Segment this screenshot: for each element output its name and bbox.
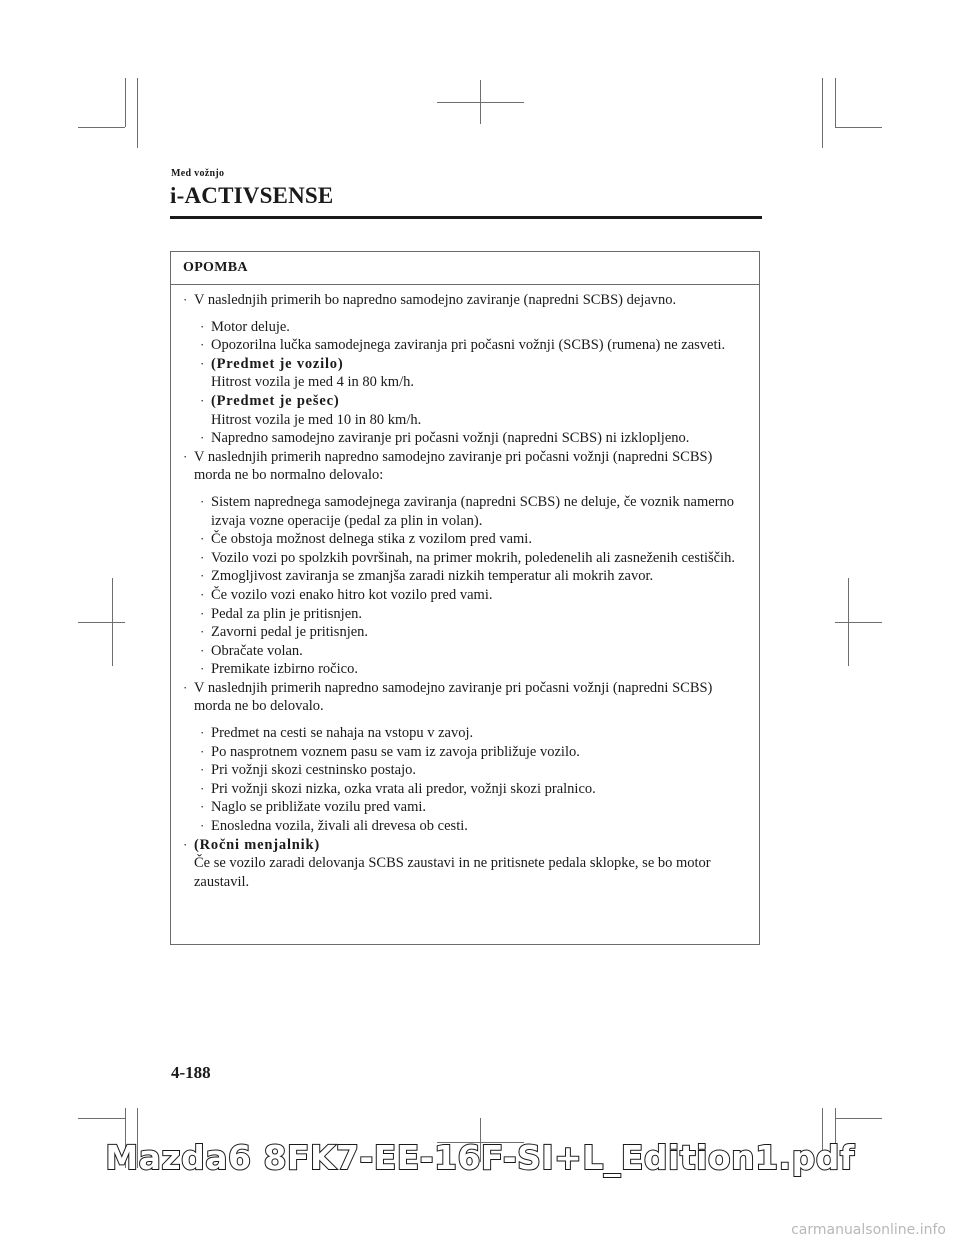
bullet-icon: · [200, 743, 205, 759]
item-subheading: (Predmet je vozilo) [211, 355, 344, 372]
crop-mark [835, 127, 882, 128]
crop-mark [822, 78, 823, 148]
list-item [183, 817, 749, 836]
item-text: Motor deluje. [211, 318, 290, 335]
item-text: Vozilo vozi po spolzkih površinah, na primer mokrih, poledenelih ali zasneženih cestiščih. [211, 549, 736, 566]
title-divider [170, 216, 762, 219]
crop-mark [835, 78, 836, 127]
bullet-icon: · [200, 661, 205, 677]
note-box [170, 251, 760, 945]
item-text: Napredno samodejno zaviranje pri počasni vožnji (napredni SCBS) ni izklopljeno. [211, 430, 690, 447]
list-item [183, 761, 749, 780]
item-text: Enosledna vozila, živali ali drevesa ob cesti. [211, 818, 468, 835]
item-text: Opozorilna lučka samodejnega zaviranja pri počasni vožnji (SCBS) (rumena) ne zasveti. [211, 337, 726, 354]
item-text: V naslednjih primerih napredno samodejno zaviranje pri počasni vožnji (napredni SCBS) morda ne bo delovalo. [194, 679, 713, 715]
list-item [183, 448, 749, 485]
bullet-icon: · [183, 679, 188, 695]
note-heading: OPOMBA [171, 252, 759, 285]
crop-mark [78, 1118, 125, 1119]
bullet-icon: · [200, 531, 205, 547]
list-item [183, 642, 749, 661]
list-item [183, 549, 749, 568]
list-item [183, 724, 749, 743]
page-title: i-ACTIVSENSE [170, 183, 334, 208]
list-item [183, 429, 749, 448]
item-text: Če vozilo vozi enako hitro kot vozilo pred vami. [211, 586, 493, 603]
item-text: Naglo se približate vozilu pred vami. [211, 799, 427, 816]
section-label: Med vožnjo [171, 168, 225, 179]
item-text: Če se vozilo zaradi delovanja SCBS zaustavi in ne pritisnete pedala sklopke, se bo motor zaustavil. [194, 855, 711, 890]
bullet-icon: · [200, 818, 205, 834]
document-filename-watermark: Mazda6 8FK7-EE-16F-SI+L_Edition1.pdf [105, 1138, 855, 1177]
list-item [183, 605, 749, 624]
page-number: 4-188 [171, 1063, 211, 1082]
list-item [183, 392, 749, 429]
list-item [183, 336, 749, 355]
bullet-icon: · [200, 586, 205, 602]
crop-mark [480, 80, 481, 124]
bullet-icon: · [183, 448, 188, 464]
list-item [183, 780, 749, 799]
list-item [183, 623, 749, 642]
item-text: Obračate volan. [211, 642, 303, 659]
list-item [183, 493, 749, 530]
bullet-icon: · [200, 624, 205, 640]
bullet-icon: · [200, 430, 205, 446]
crop-mark [848, 578, 849, 666]
item-text: Zavorni pedal je pritisnjen. [211, 624, 369, 641]
item-text: Pri vožnji skozi cestninsko postajo. [211, 762, 416, 779]
bullet-icon: · [200, 642, 205, 658]
item-text: V naslednjih primerih napredno samodejno zaviranje pri počasni vožnji (napredni SCBS) morda ne bo normalno delovalo: [194, 448, 713, 484]
list-item [183, 660, 749, 679]
bullet-icon: · [200, 392, 205, 408]
crop-mark [835, 1118, 882, 1119]
crop-mark [835, 622, 882, 623]
site-watermark: carmanualsonline.info [791, 1222, 946, 1238]
item-text: Pri vožnji skozi nizka, ozka vrata ali predor, vožnji skozi pralnico. [211, 780, 596, 797]
bullet-icon: · [200, 780, 205, 796]
list-item [183, 567, 749, 586]
bullet-icon: · [200, 549, 205, 565]
bullet-icon: · [200, 493, 205, 509]
list-item [183, 743, 749, 762]
bullet-icon: · [200, 337, 205, 353]
crop-mark [112, 578, 113, 666]
bullet-icon: · [200, 568, 205, 584]
item-text: V naslednjih primerih bo napredno samodejno zaviranje (napredni SCBS) dejavno. [194, 292, 677, 308]
list-item [183, 355, 749, 392]
bullet-icon: · [183, 836, 188, 852]
bullet-icon: · [183, 292, 188, 307]
bullet-icon: · [200, 355, 205, 371]
item-text: Hitrost vozila je med 10 in 80 km/h. [211, 411, 422, 428]
item-subheading: (Predmet je pešec) [211, 392, 340, 409]
crop-mark [78, 127, 125, 128]
list-item [183, 679, 749, 716]
crop-mark [137, 78, 138, 148]
list-item [183, 836, 749, 892]
list-item [183, 798, 749, 817]
list-item [183, 586, 749, 605]
bullet-icon: · [200, 799, 205, 815]
list-item [183, 530, 749, 549]
item-text: Predmet na cesti se nahaja na vstopu v zavoj. [211, 725, 474, 742]
bullet-icon: · [200, 318, 205, 334]
item-subheading: (Ročni menjalnik) [194, 836, 320, 853]
item-text: Premikate izbirno ročico. [211, 661, 358, 678]
item-text: Če obstoja možnost delnega stika z vozilom pred vami. [211, 531, 532, 548]
crop-mark [78, 622, 125, 623]
item-text: Sistem naprednega samodejnega zaviranja (napredni SCBS) ne deluje, če voznik namerno izvaja vozne operacije (pedal za plin in volan). [211, 493, 735, 529]
bullet-icon: · [200, 725, 205, 741]
item-text: Zmogljivost zaviranja se zmanjša zaradi nizkih temperatur ali mokrih zavor. [211, 568, 654, 585]
item-text: Po nasprotnem voznem pasu se vam iz zavoja približuje vozilo. [211, 743, 580, 760]
bullet-icon: · [200, 605, 205, 621]
note-body [171, 285, 759, 891]
item-text: Hitrost vozila je med 4 in 80 km/h. [211, 374, 414, 391]
list-item [183, 291, 749, 310]
crop-mark [125, 78, 126, 127]
item-text: Pedal za plin je pritisnjen. [211, 605, 363, 622]
list-item [183, 318, 749, 337]
bullet-icon: · [200, 762, 205, 778]
